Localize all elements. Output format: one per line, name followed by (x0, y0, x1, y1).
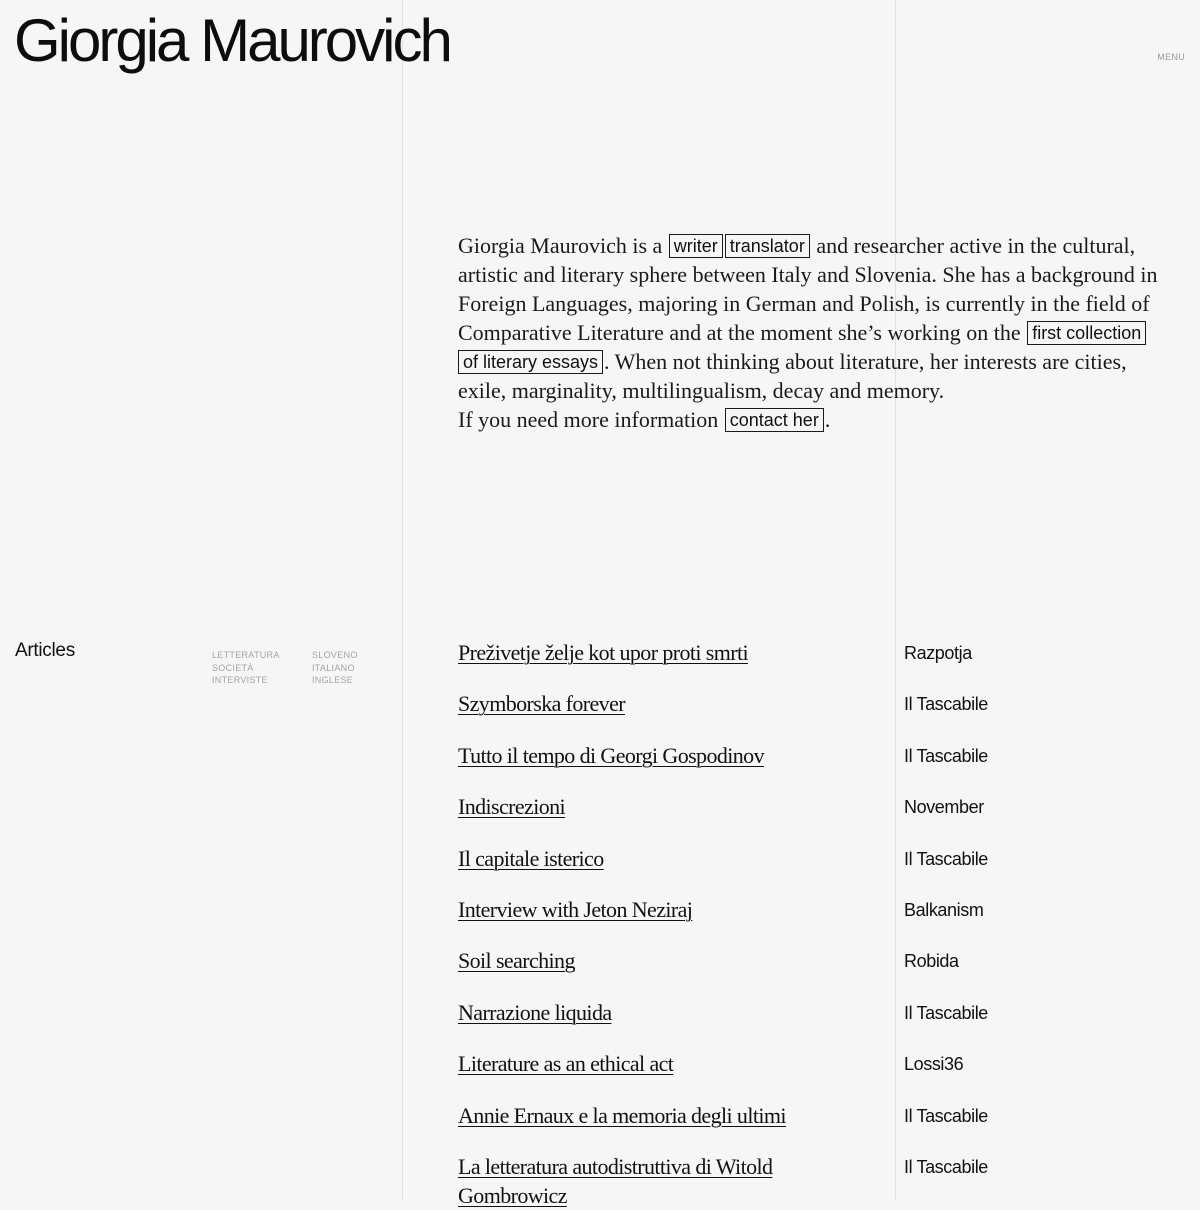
bio-text: Giorgia Maurovich is a (458, 233, 668, 258)
tag-literary-essays[interactable]: of literary essays (458, 350, 603, 374)
tag-first-collection[interactable]: first collection (1027, 321, 1146, 345)
article-title-link[interactable]: Literature as an ethical act (458, 1051, 674, 1077)
article-title-link[interactable]: La letteratura autodistruttiva di Witold Gombrowicz (458, 1153, 773, 1208)
article-row (458, 741, 1178, 792)
tag-contact-her[interactable]: contact her (725, 408, 824, 432)
article-source: Razpotja (904, 643, 972, 663)
article-row (458, 946, 1178, 997)
article-title-link[interactable]: Szymborska forever (458, 691, 625, 717)
filter-inglese[interactable]: INGLESE (312, 675, 354, 686)
bio-line (458, 318, 1178, 347)
article-title-link[interactable]: Interview with Jeton Neziraj (458, 896, 693, 922)
article-source: Il Tascabile (904, 1002, 988, 1023)
article-row (458, 1101, 1178, 1152)
filter-interviste[interactable]: INTERVISTE (212, 675, 268, 686)
article-title-link[interactable]: Narrazione liquida (458, 999, 612, 1025)
bio-line (458, 347, 1178, 376)
bio-text: If you need more information (458, 407, 724, 432)
article-title-link[interactable]: Annie Ernaux e la memoria degli ultimi (458, 1102, 786, 1128)
bio-line (458, 405, 1178, 434)
bio-paragraph (458, 231, 1178, 434)
article-row (458, 1152, 1178, 1208)
article-source: November (904, 797, 984, 818)
bio-line: artistic and literary sphere between Italy and Slovenia. She has a background in (458, 262, 1158, 287)
article-row (458, 792, 1178, 843)
article-source: Il Tascabile (904, 694, 988, 715)
bio-text: . (824, 407, 831, 432)
article-source: Il Tascabile (904, 745, 988, 766)
article-title-link[interactable]: Preživetje želje kot upor proti smrti (458, 640, 748, 665)
bio-text: . When not thinking about literature, her interests are cities, (604, 349, 1127, 374)
article-source: Robida (904, 951, 959, 972)
article-row (458, 844, 1178, 895)
menu-button[interactable]: MENU (1157, 52, 1185, 62)
filter-sloveno[interactable]: SLOVENO (312, 650, 358, 660)
article-row (458, 689, 1178, 740)
bio-line (458, 231, 1178, 260)
bio-line: Foreign Languages, majoring in German and Polish, is currently in the field of (458, 291, 1150, 316)
article-title-link[interactable]: Il capitale isterico (458, 845, 604, 871)
article-title-link[interactable]: Indiscrezioni (458, 794, 566, 820)
articles-list (458, 638, 1178, 1208)
article-source: Il Tascabile (904, 1156, 988, 1177)
filter-societa[interactable]: SOCIETÀ (212, 662, 254, 673)
article-source: Il Tascabile (904, 1105, 988, 1126)
article-source: Balkanism (904, 899, 984, 920)
article-source: Il Tascabile (904, 848, 988, 869)
bio-text: and researcher active in the cultural, (810, 233, 1136, 258)
article-row (458, 895, 1178, 946)
language-filters (312, 649, 358, 687)
bio-text: Comparative Literature and at the moment she’s working on the (458, 320, 1027, 345)
topic-filters (212, 649, 280, 687)
filter-letteratura[interactable]: LETTERATURA (212, 650, 280, 660)
article-row (458, 1049, 1178, 1100)
article-source: Lossi36 (904, 1054, 964, 1075)
filter-italiano[interactable]: ITALIANO (312, 662, 355, 673)
article-row (458, 998, 1178, 1049)
article-title-link[interactable]: Soil searching (458, 948, 575, 974)
site-title[interactable]: Giorgia Maurovich (14, 7, 450, 74)
article-row (458, 638, 1178, 689)
tag-writer[interactable]: writer (669, 234, 723, 258)
column-divider-left (402, 0, 403, 1200)
tag-translator[interactable]: translator (725, 234, 810, 258)
bio-line: exile, marginality, multilingualism, decay and memory. (458, 378, 945, 403)
articles-section-label: Articles (15, 640, 75, 661)
article-title-link[interactable]: Tutto il tempo di Georgi Gospodinov (458, 742, 764, 768)
